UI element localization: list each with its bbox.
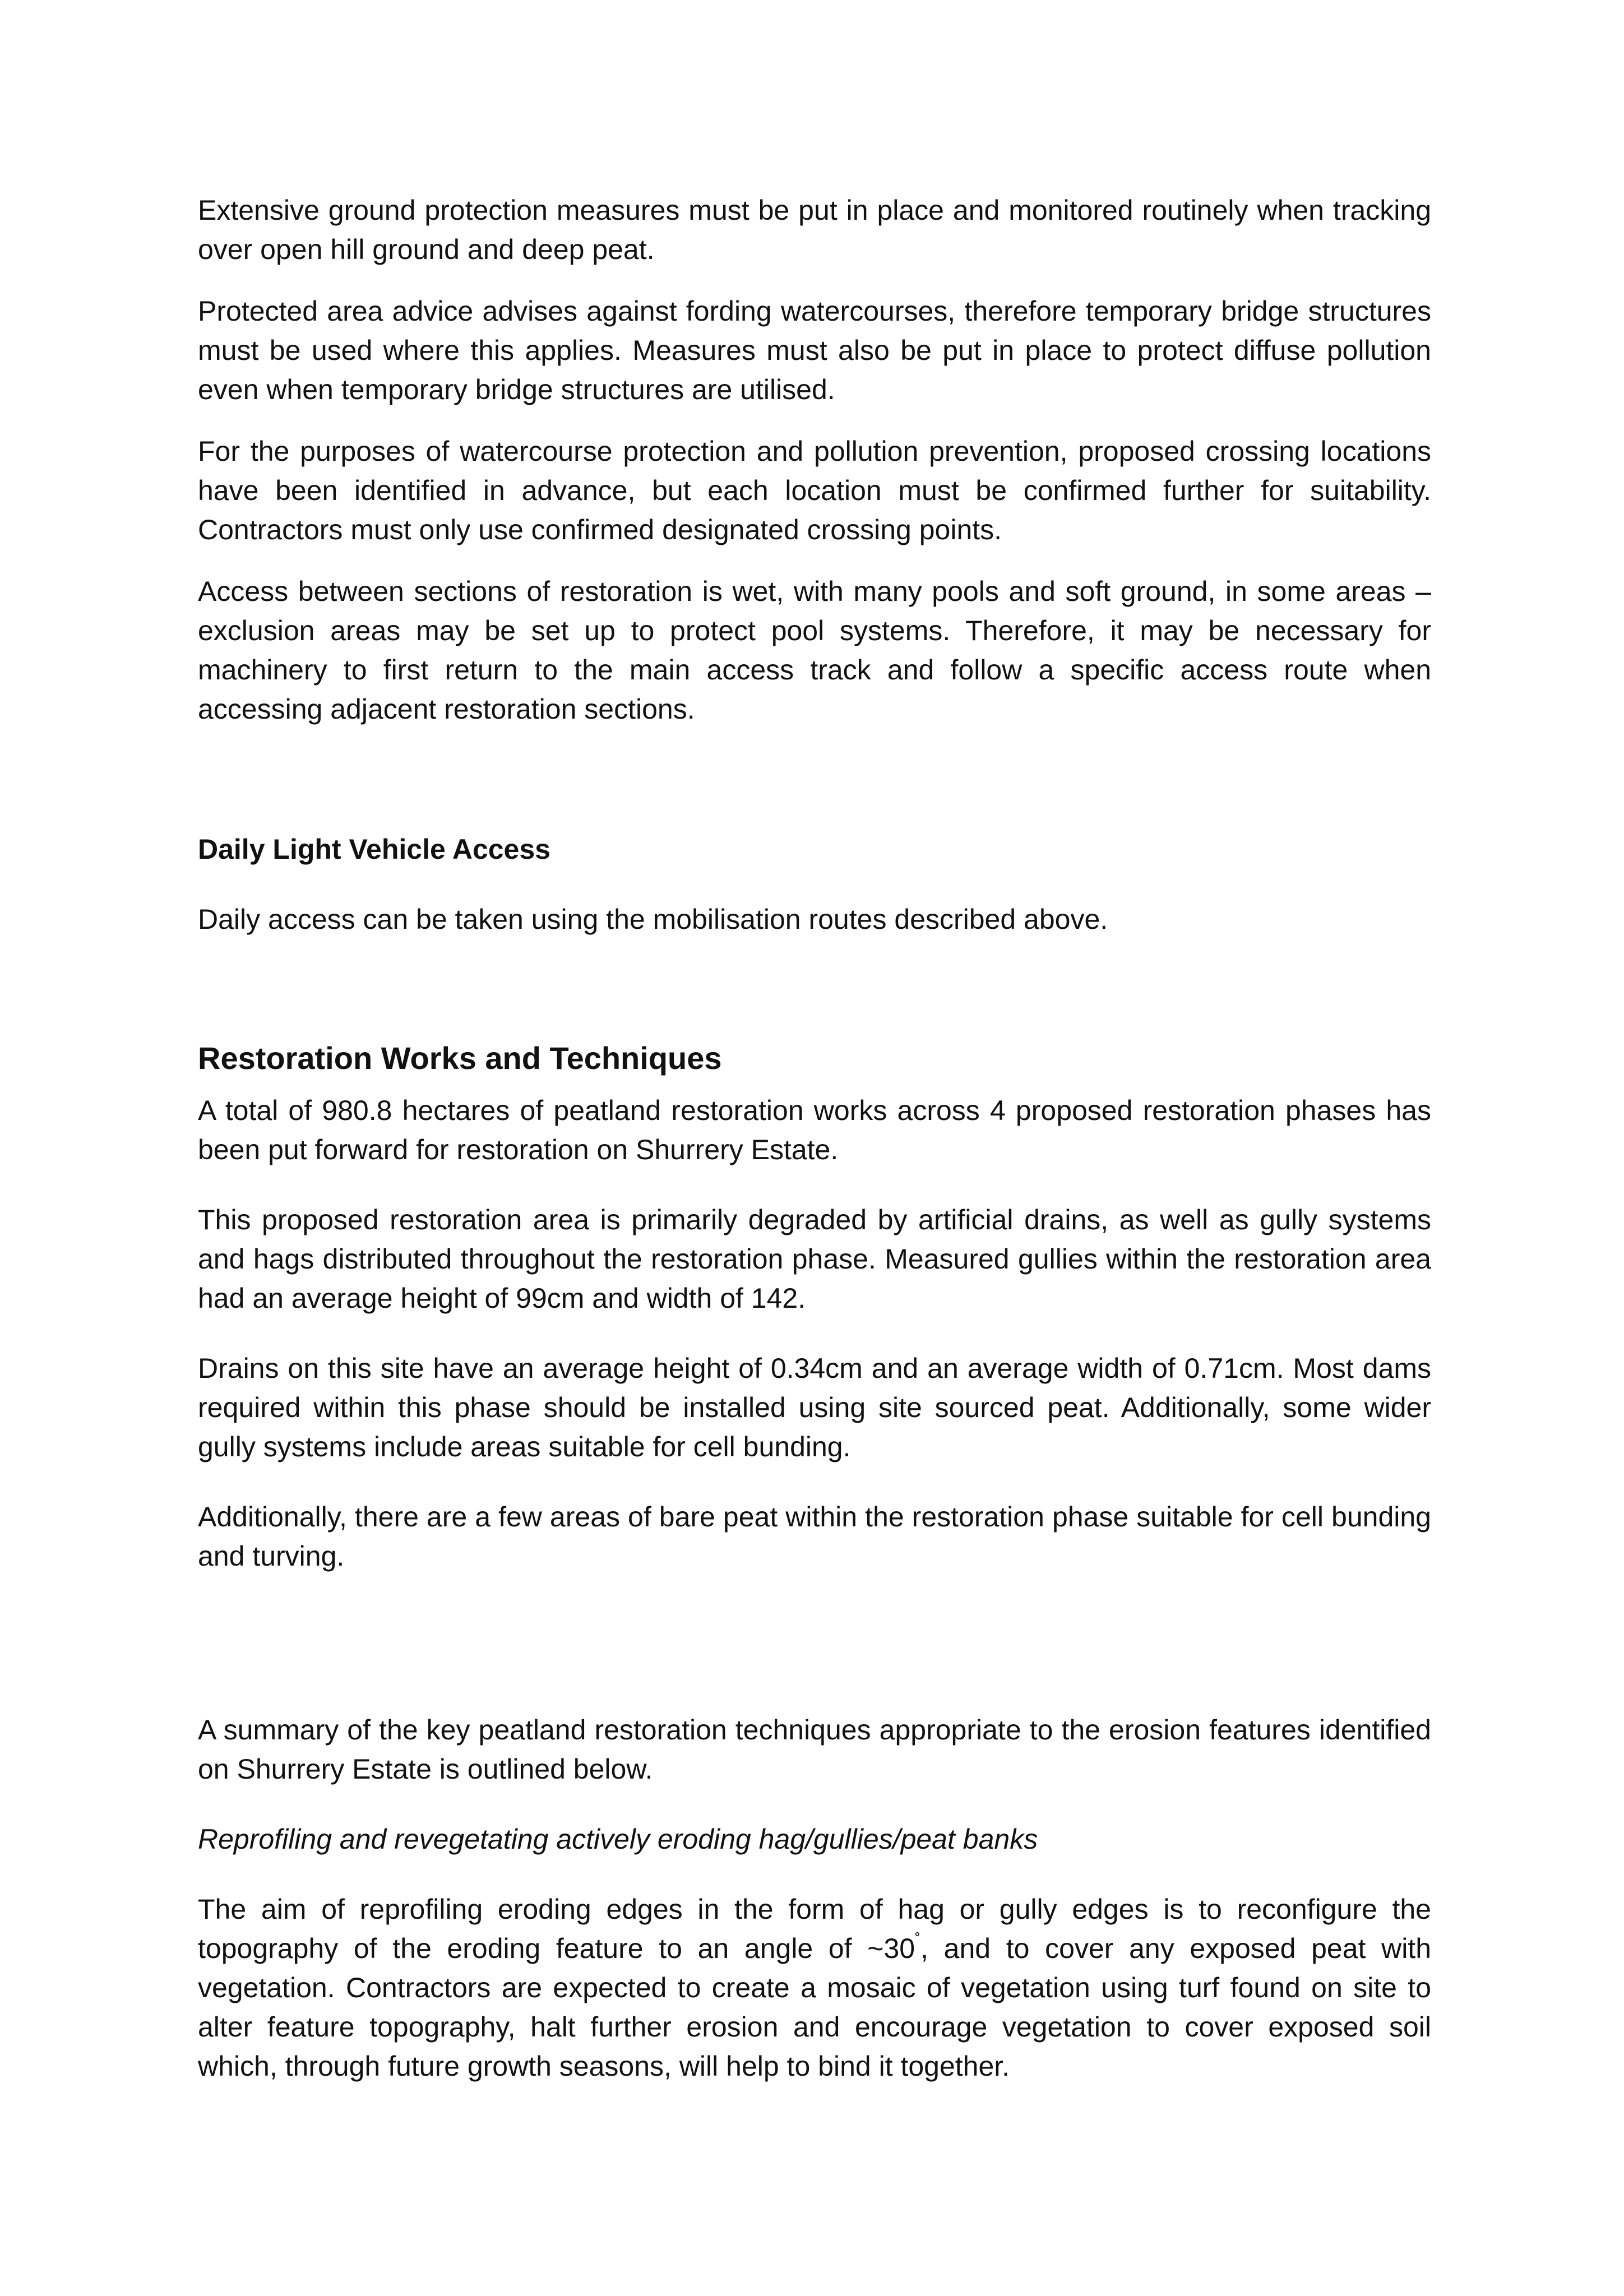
paragraph-bare-peat: Additionally, there are a few areas of bare peat within the restoration phase suitable for cell bunding and turving. [198, 1501, 1431, 1572]
paragraph-degradation: This proposed restoration area is primarily degraded by artificial drains, as well as gully systems and hags distributed throughout the restoration phase. Measured gullies within the restoration area had an average height of 99cm and width of 142. [198, 1204, 1431, 1314]
paragraph-ground-protection: Extensive ground protection measures must be put in place and monitored routinely when tracking over open hill ground and deep peat. [198, 195, 1431, 265]
paragraph-watercourse-fording: Protected area advice advises against fording watercourses, therefore temporary bridge structures must be used where this applies. Measures must also be put in place to protect diffuse pollution even when temporary bridge structures are utilised. [198, 295, 1431, 405]
heading-daily-light-vehicle-access: Daily Light Vehicle Access [198, 834, 550, 865]
paragraph-summary: A summary of the key peatland restoration techniques appropriate to the erosion features identified on Shurrery Estate is outlined below. [198, 1714, 1431, 1785]
degree-symbol: ˚ [915, 1931, 921, 1950]
reprofiling-text-start: The aim of reprofiling eroding edges in the form of hag or gully edges is to reconfigure the topography of the eroding feature to an angle of ~30 [198, 1894, 1431, 1964]
paragraph-drains: Drains on this site have an average height of 0.34cm and an average width of 0.71cm. Most dams required within this phase should be installed using site sourced peat. Additionally, some wider gully systems include areas suitable for cell bunding. [198, 1353, 1431, 1462]
paragraph-access-between-sections: Access between sections of restoration is wet, with many pools and soft ground, in some areas – exclusion areas may be set up to protect pool systems. Therefore, it may be necessary for machinery to first return to the main access track and follow a specific access route when accessing adjacent restoration sections. [198, 576, 1431, 725]
paragraph-daily-access: Daily access can be taken using the mobilisation routes described above. [198, 904, 1108, 935]
heading-restoration-works: Restoration Works and Techniques [198, 1040, 722, 1076]
paragraph-total-area: A total of 980.8 hectares of peatland restoration works across 4 proposed restoration phases has been put forward for restoration on Shurrery Estate. [198, 1095, 1431, 1165]
paragraph-crossing-locations: For the purposes of watercourse protection and pollution prevention, proposed crossing locations have been identified in advance, but each location must be confirmed further for suitability. Contractors must only use confirmed designated crossing points. [198, 436, 1431, 545]
subheading-reprofiling: Reprofiling and revegetating actively eroding hag/gullies/peat banks [198, 1823, 1038, 1855]
document-body [198, 191, 1431, 2086]
reprofiling-text-end: , and to cover any exposed peat with vegetation. Contractors are expected to create a mosaic of vegetation using turf found on site to alter feature topography, halt further erosion and encourage vegetation to cover exposed soil which, through future growth seasons, will help to bind it together. [198, 1933, 1431, 2082]
paragraph-reprofiling [198, 1890, 1431, 2086]
